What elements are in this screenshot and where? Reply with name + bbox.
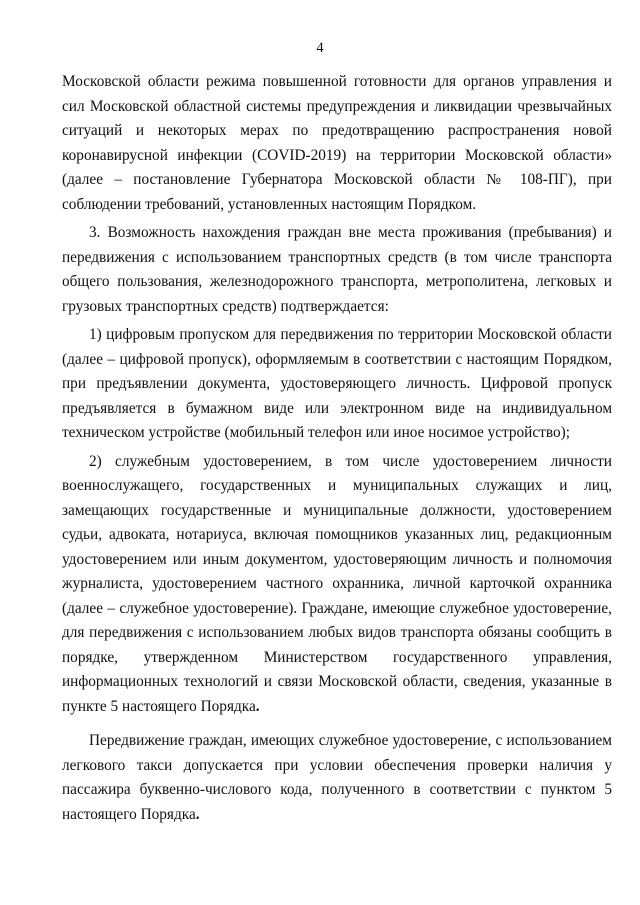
- page-number: 4: [316, 40, 324, 56]
- paragraph-taxi: [62, 729, 612, 827]
- bold-period: .: [195, 805, 200, 823]
- bold-period: .: [255, 697, 260, 715]
- paragraph-subitem-1: 1) цифровым пропуском для передвижения по территории Московской области (далее – цифровой пропуск), оформляемым в соответствии с настоящим Порядком, при предъявлении документа, удостоверяющего личность. Цифровой пропуск предъявляется в бумажном виде или электронном виде на индивидуальном техническом устройстве (мобильный телефон или иное носимое устройство);: [62, 326, 612, 441]
- paragraph-subitem-2: [62, 450, 612, 720]
- paragraph-taxi-text: Передвижение граждан, имеющих служебное удостоверение, с использованием легкового такси допускается при условии обеспечения проверки наличия у пассажира буквенно-числового кода, полученного в соответствии с пунктом 5 настоящего Порядка: [62, 732, 612, 823]
- document-body: [62, 70, 612, 827]
- paragraph-continuation: Московской области режима повышенной готовности для органов управления и сил Московской областной системы предупреждения и ликвидации чрезвычайных ситуаций и некоторых мерах по предотвращению распространения новой коронавирусной инфекции (COVID-2019) на территории Московской области» (далее – постановление Губернатора Московской области № 108-ПГ), при соблюдении требований, установленных настоящим Порядком.: [62, 73, 612, 213]
- paragraph-subitem-2-text: 2) служебным удостоверением, в том числе удостоверением личности военнослужащего, государственных и муниципальных служащих и лиц, замещающих государственные и муниципальные должности, удостоверением судьи, адвоката, нотариуса, включая помощников указанных лиц, редакционным удостоверением или иным документом, удостоверяющим личность и полномочия журналиста, удостоверением частного охранника, личной карточкой охранника (далее – служебное удостоверение). Граждане, имеющие служебное удостоверение, для передвижения с использованием любых видов транспорта обязаны сообщить в порядке, утвержденном Министерством государственного управления, информационных технологий и связи Московской области, сведения, указанные в пункте 5 настоящего Порядка: [62, 452, 612, 715]
- paragraph-item-3: 3. Возможность нахождения граждан вне места проживания (пребывания) и передвижения с использованием транспортных средств (в том числе транспорта общего пользования, железнодорожного транспорта, метрополитена, легковых и грузовых транспортных средств) подтверждается:: [62, 224, 612, 315]
